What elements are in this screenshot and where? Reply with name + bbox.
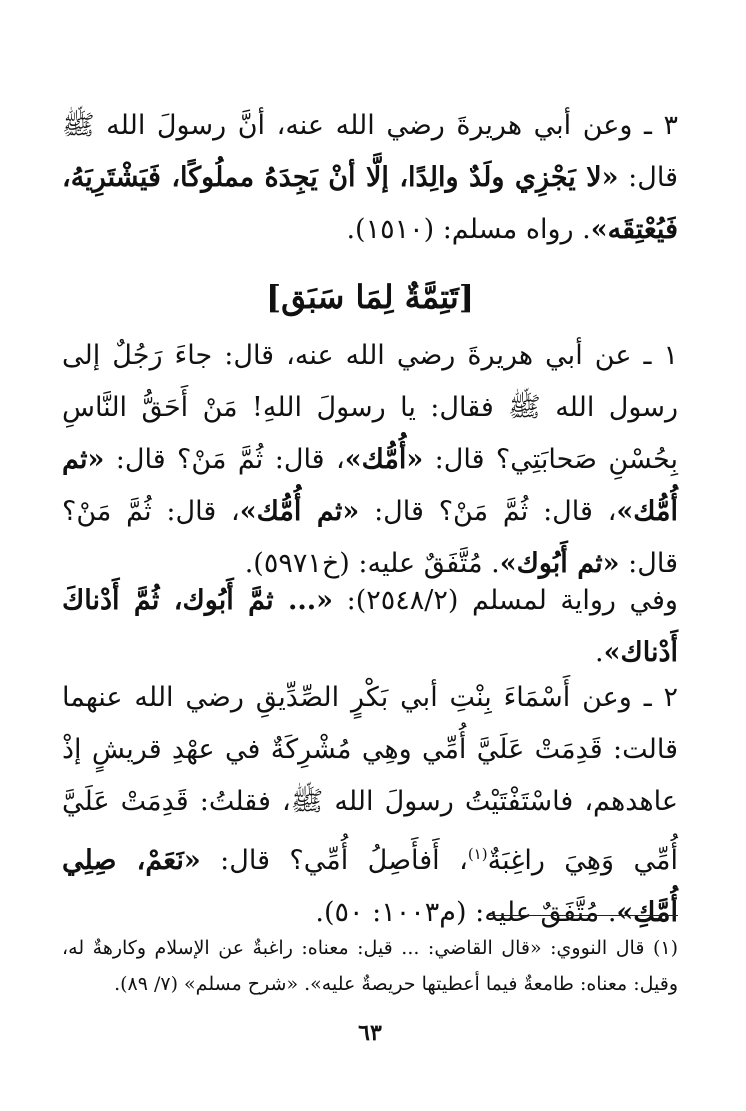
variant-quote: «... ثمَّ أَبُوك، ثُمَّ أَدْناكَ أَدْناك» [62, 585, 678, 668]
hadith-3-source: . رواه مسلم: (١٥١٠). [346, 214, 591, 245]
variant-narration [62, 575, 678, 679]
footnote-divider [488, 915, 678, 916]
page-number: ٦٣ [358, 1020, 382, 1046]
hadith-paragraph-3 [62, 100, 678, 256]
variant-intro: وفي رواية لمسلم (٢٥٤٨/٢): [333, 585, 678, 616]
hadith-2-source: . مُتَّفَقٌ عليه: (م١٠٠٣: ٥٠). [315, 897, 617, 928]
document-page [62, 100, 678, 1111]
hadith-paragraph-2 [62, 672, 678, 939]
hadith-1-quote-2: «ثم أُمُّك» [62, 444, 679, 527]
hadith-1-text-4: ، قال: ثُمَّ مَنْ؟ قال: [62, 496, 678, 579]
hadith-2-text-1: ٢ ـ وعن أَسْمَاءَ بِنْتِ أبي بَكْرٍ الصِّدِّيقِ رضي الله عنهما قالت: قَدِمَتْ عَلَيَّ أُمِّي وهِي مُشْرِكَةٌ في عهْدِ قريشٍ إذْ عاهدهم، فاسْتَفْتَيْتُ رسولَ الله ﷺ، فقلتُ: قَدِمَتْ عَلَيَّ أُمِّي وَهِيَ راغِبَةٌ [62, 682, 678, 876]
hadith-paragraph-1 [62, 330, 678, 590]
footnote-reference[interactable]: (١) [467, 845, 488, 863]
hadith-1-source: . مُتَّفَقٌ عليه: (خ٥٩٧١). [244, 548, 500, 579]
variant-end: . [595, 637, 604, 668]
section-title: [تَتِمَّةٌ لِمَا سَبَق] [266, 278, 474, 316]
footnote: (١) قال النووي: «قال القاضي: ... قيل: معناه: راغبةٌ عن الإسلام وكارهةٌ له، وقيل: معناه: طامعةٌ فيما أعطيتها حريصةٌ عليه». «شرح مسلم» (٧/ ٨٩). [62, 937, 678, 995]
hadith-3-intro: ٣ ـ وعن أبي هريرةَ رضي الله عنه، أنَّ رسولَ الله ﷺ قال: [62, 110, 678, 193]
hadith-1-quote-4: «ثم أَبُوك» [499, 548, 620, 579]
hadith-2-quote: «نَعَمْ، صِلِي أُمَّكِ» [62, 845, 678, 928]
hadith-3-quote: «لا يَجْزِي ولَدٌ والِدًا، إلَّا أنْ يَجِدَهُ مملُوكًا، فَيَشْتَرِيَهُ، فَيُعْتِقَه» [62, 162, 678, 245]
hadith-1-text-1: ١ ـ عن أبي هريرةَ رضي الله عنه، قال: جاءَ رَجُلٌ إلى رسول الله ﷺ فقال: يا رسولَ اللهِ! مَنْ أَحَقُّ النَّاسِ بِحُسْنِ صَحابَتِي؟ قال: [62, 340, 678, 475]
hadith-1-quote-3: «ثم أُمُّك» [239, 496, 360, 527]
hadith-1-text-3: ، قال: ثُمَّ مَنْ؟ قال: [359, 496, 617, 527]
hadith-1-quote-1: «أُمُّك» [344, 444, 424, 475]
hadith-2-text-2: ، أَفأَصِلُ أُمِّي؟ قال: [200, 845, 468, 876]
hadith-1-text-2: ، قال: ثُمَّ مَنْ؟ قال: [104, 444, 345, 475]
